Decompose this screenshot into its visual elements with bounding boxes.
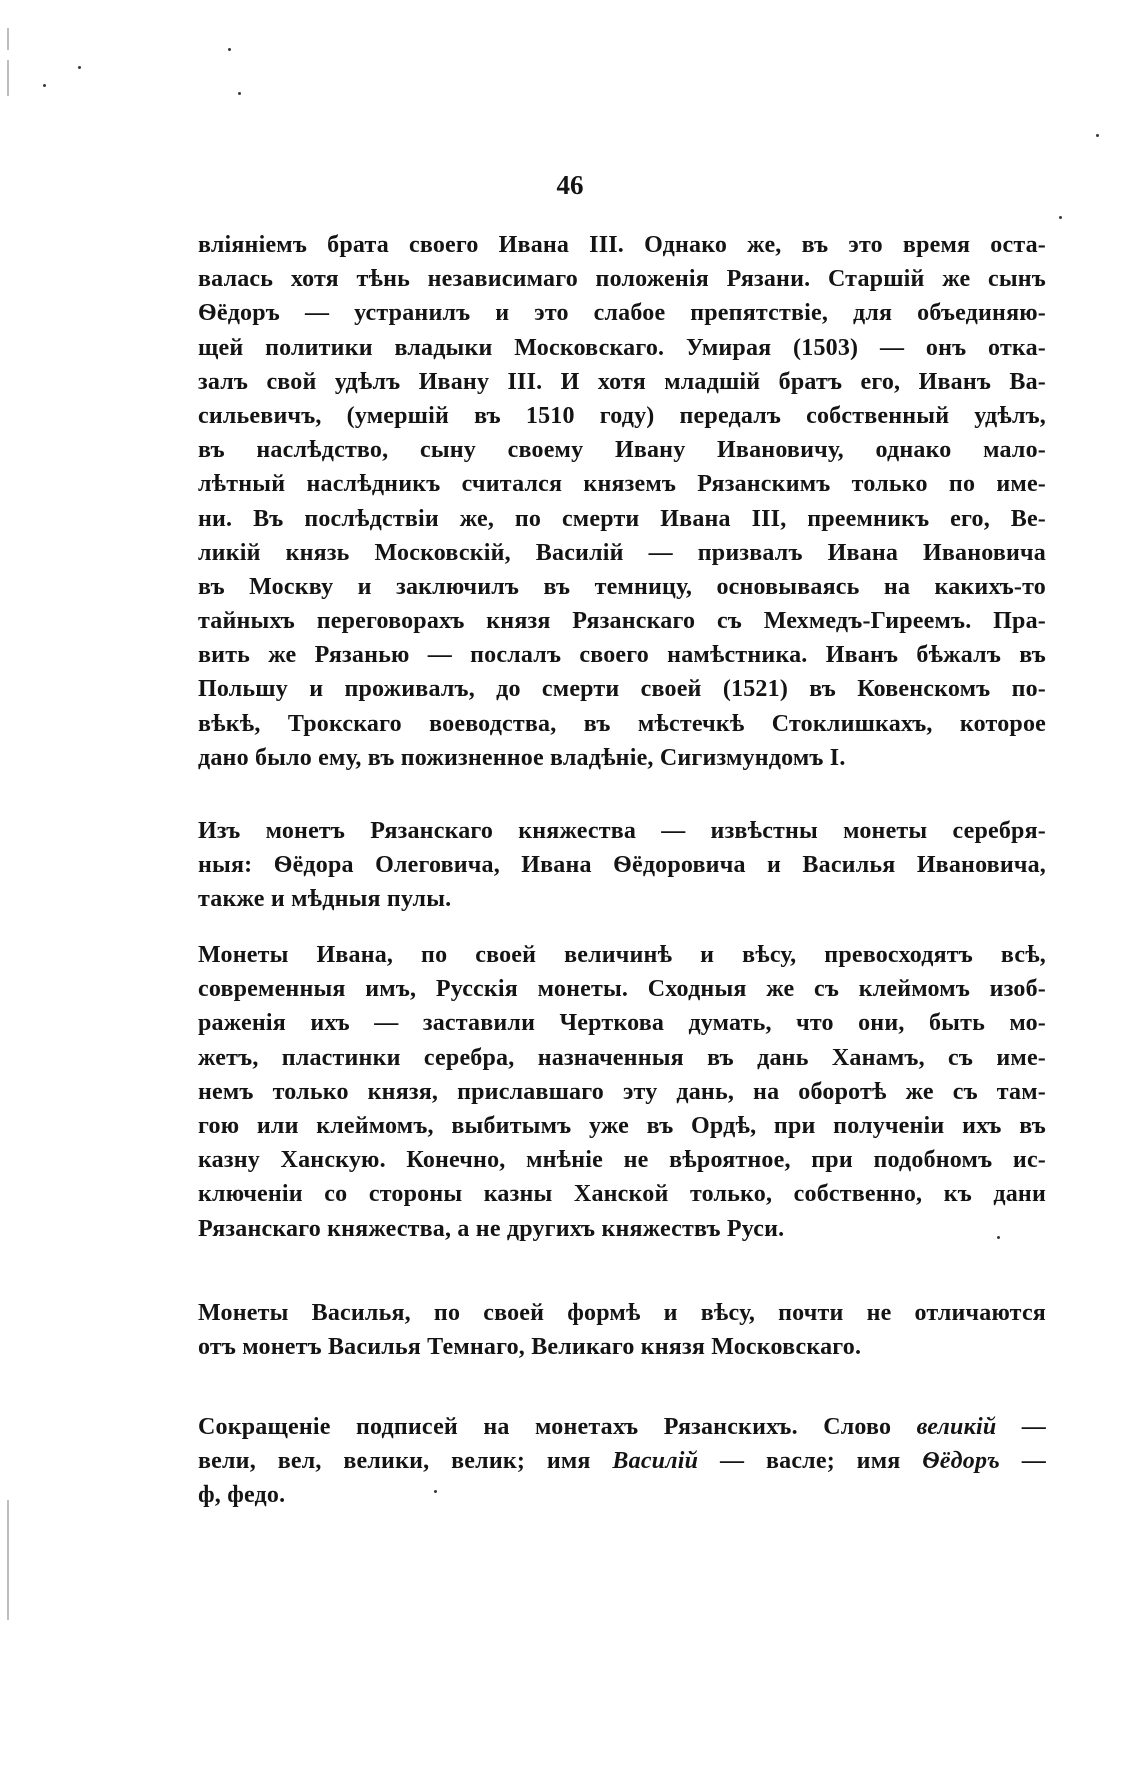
text-line: въ наслѣдство, сыну своему Ивану Ивановичу, однако мало-	[198, 437, 1046, 464]
italic-word: великій	[916, 1414, 997, 1440]
italic-word: Ѳёдоръ	[922, 1448, 1000, 1475]
text-line: щей политики владыки Московскаго. Умирая (1503) — онъ отка-	[198, 334, 1046, 361]
text-line: ни. Въ послѣдствіи же, по смерти Ивана III, преемникъ его, Ве-	[198, 505, 1046, 532]
text-line: валась хотя тѣнь независимаго положенія Рязани. Старшій же сынъ	[198, 266, 1046, 293]
page-edge-left	[7, 28, 9, 50]
paper-speck	[43, 84, 46, 87]
paragraph-5	[198, 1410, 1046, 1513]
text-line: въ Москву и заключилъ въ темницу, основываясь на какихъ-то	[198, 573, 1046, 600]
text-segment: ф, федо.	[198, 1482, 286, 1509]
text-line: Рязанскаго княжества, а не другихъ княжествъ Руси.	[198, 1215, 785, 1242]
text-line: вліяніемъ брата своего Ивана III. Однако же, въ это время оста-	[198, 232, 1046, 258]
text-line: Польшу и проживалъ, до смерти своей (1521) въ Ковенскомъ по-	[198, 676, 1046, 703]
text-line: современныя имъ, Русскія монеты. Сходныя же съ клеймомъ изоб-	[198, 976, 1046, 1003]
text-segment: —	[1000, 1448, 1046, 1475]
text-line: жетъ, пластинки серебра, назначенныя въ дань Ханамъ, съ име-	[198, 1044, 1046, 1071]
text-line: раженія ихъ — заставили Черткова думать, что они, быть мо-	[198, 1010, 1046, 1037]
text-line: Изъ монетъ Рязанскаго княжества — извѣстны монеты серебря-	[198, 818, 1046, 844]
text-line: гою или клеймомъ, выбитымъ уже въ Ордѣ, при полученіи ихъ въ	[198, 1112, 1046, 1139]
paper-speck	[228, 48, 231, 51]
text-line: также и мѣдныя пулы.	[198, 886, 452, 913]
text-line: отъ монетъ Василья Темнаго, Великаго князя Московскаго.	[198, 1334, 862, 1361]
text-line	[198, 1410, 1046, 1444]
paragraph-4	[198, 1296, 1046, 1364]
page-edge-left	[7, 1500, 9, 1620]
text-line: вѣкѣ, Трокскаго воеводства, въ мѣстечкѣ Стоклишкахъ, которое	[198, 710, 1046, 737]
text-segment: — васле; имя	[698, 1448, 923, 1475]
page-number: 46	[556, 170, 584, 200]
text-line: Ѳёдоръ — устранилъ и это слабое препятствіе, для объединяю-	[198, 300, 1046, 327]
text-line: ликій князь Московскій, Василій — призвалъ Ивана Ивановича	[198, 539, 1046, 566]
text-line: немъ только князя, приславшаго эту дань, на оборотѣ же съ там-	[198, 1078, 1046, 1105]
text-line	[198, 1478, 1046, 1512]
text-line: дано было ему, въ пожизненное владѣніе, Сигизмундомъ I.	[198, 744, 846, 771]
text-line: сильевичъ, (умершій въ 1510 году) передалъ собственный удѣлъ,	[198, 402, 1046, 429]
page-edge-left	[7, 60, 9, 96]
paragraph-2	[198, 814, 1046, 917]
text-segment: —	[996, 1414, 1046, 1440]
text-line: Монеты Ивана, по своей величинѣ и вѣсу, превосходятъ всѣ,	[198, 942, 1046, 968]
text-line: залъ свой удѣлъ Ивану III. И хотя младшій братъ его, Иванъ Ва-	[198, 368, 1046, 395]
text-line: ключеніи со стороны казны Ханской только, собственно, къ дани	[198, 1181, 1046, 1208]
paragraph-1	[198, 228, 1046, 775]
text-line: вить же Рязанью — послалъ своего намѣстника. Иванъ бѣжалъ въ	[198, 642, 1046, 669]
paragraph-3	[198, 938, 1046, 1246]
text-line: тайныхъ переговорахъ князя Рязанскаго съ Мехмедъ-Гиреемъ. Пра-	[198, 608, 1046, 635]
italic-word: Василій	[612, 1448, 699, 1475]
paper-speck	[1059, 216, 1062, 219]
paper-speck	[238, 92, 241, 95]
text-segment: вели, вел, велики, велик; имя	[198, 1448, 613, 1475]
text-line: ныя: Ѳёдора Олеговича, Ивана Ѳёдоровича и Василья Ивановича,	[198, 852, 1046, 879]
paper-speck	[78, 66, 81, 69]
text-segment: Сокращеніе подписей на монетахъ Рязанскихъ. Слово	[198, 1414, 917, 1440]
text-line: лѣтный наслѣдникъ считался княземъ Рязанскимъ только по име-	[198, 471, 1046, 498]
paper-speck	[1096, 134, 1099, 137]
text-line	[198, 1444, 1046, 1478]
text-line: казну Ханскую. Конечно, мнѣніе не вѣроятное, при подобномъ ис-	[198, 1147, 1046, 1174]
text-line: Монеты Василья, по своей формѣ и вѣсу, почти не отличаются	[198, 1300, 1046, 1326]
